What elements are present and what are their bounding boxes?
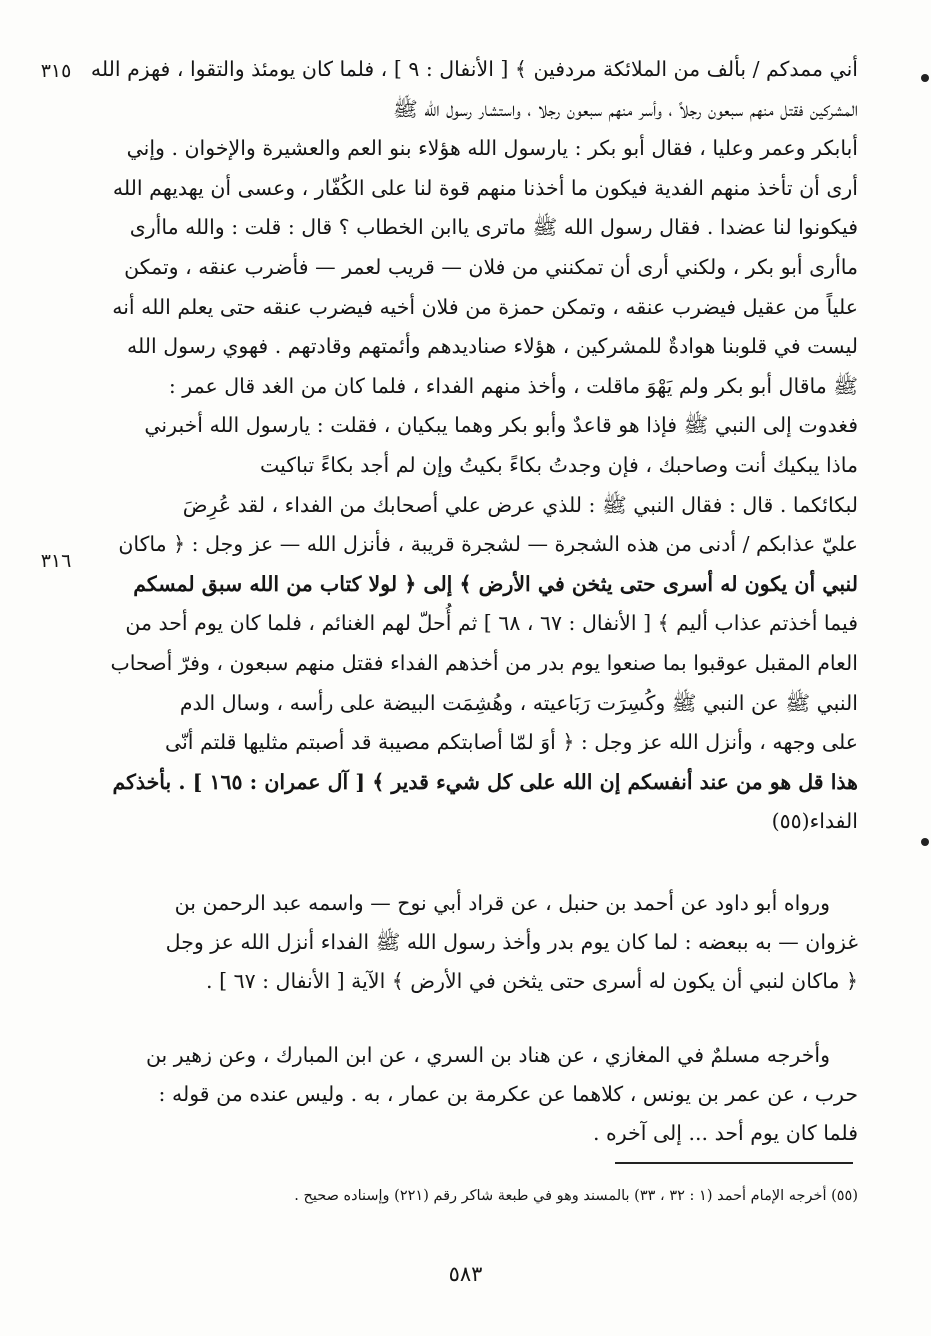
text-line: ورواه أبو داود عن أحمد بن حنبل ، عن قراد أبي نوح — واسمه عبد الرحمن بن: [174, 891, 830, 915]
text-line: أني ممدكم / بألف من الملائكة مردفين ﴾ [ الأنفال : ٩ ] ، فلما كان يومئذ والتقوا ، فهزم الله: [90, 57, 858, 81]
text-line: على وجهه ، وأنزل الله عز وجل : ﴿ أوَ لمّا أصابتكم مصيبة قد أصبتم مثليها قلتم أنّى: [165, 730, 858, 755]
text-line: أبابكر وعمر وعليا ، فقال أبو بكر : يارسول الله هؤلاء بنو العم والعشيرة والإخوان . وإني: [126, 136, 858, 161]
text-line: المشركين فقتل منهم سبعون رجلاً ، وأسر منهم سبعون رجلا ، واستشار رسول الله ﷺ: [393, 96, 858, 121]
footnote-separator: [615, 1162, 853, 1164]
paragraph-abu-dawud: [88, 884, 858, 1001]
text-line: فغدوت إلى النبي ﷺ فإذا هو قاعدٌ وأبو بكر وهما يبكيان ، فقلت : يارسول الله أخبرني: [144, 413, 858, 438]
text-line: أرى أن تأخذ منهم الفدية فيكون ما أخذنا منهم قوة لنا على الكُفّار ، وعسى أن يهديهم الله: [112, 175, 858, 200]
text-line: ماأرى أبو بكر ، ولكني أرى أن تمكنني من فلان — قريب لعمر — فأضرب عنقه ، وتمكن: [124, 254, 858, 279]
text-line: ليست في قلوبنا هوادةٌ للمشركين ، هؤلاء صناديدهم وأئمتهم وقادتهم . فهوي رسول الله: [127, 334, 858, 359]
text-line: الفداء(٥٥): [771, 809, 858, 834]
text-line: النبي ﷺ عن النبي ﷺ وكُسِرَت رَبَاعيته ، وهُشِمَت البيضة على رأسه ، وسال الدم: [179, 690, 858, 715]
text-line: وأخرجه مسلمٌ في المغازي ، عن هناد بن السري ، عن ابن المبارك ، وعن زهير بن: [145, 1043, 830, 1067]
text-line: لنبي أن يكون له أسرى حتى يثخن في الأرض ﴾ إلى ﴿ لولا كتاب من الله سبق لمسكم: [133, 571, 858, 596]
scan-mark-dot: [921, 74, 929, 82]
scan-mark-dot: [921, 838, 929, 846]
margin-number: ٣١٥: [40, 60, 72, 82]
text-line: فلما كان يوم أحد ... إلى آخره .: [593, 1121, 858, 1145]
footnote: (٥٥) أخرجه الإمام أحمد (١ : ٣٢ ، ٣٣) بالمسند وهو في طبعة شاكر رقم (٢٢١) وإسناده صحيح .: [294, 1188, 858, 1204]
text-line: ﴿ ماكان لنبي أن يكون له أسرى حتى يثخن في الأرض ﴾ الآية [ الأنفال : ٦٧ ] .: [206, 969, 858, 993]
text-line: فيكونوا لنا عضدا . فقال رسول الله ﷺ ماترى ياابن الخطاب ؟ قال : قلت : والله ماأرى: [129, 215, 858, 240]
text-line: ﷺ ماقال أبو بكر ولم يَهْوَ ماقلت ، وأخذ منهم الفداء ، فلما كان من الغد قال عمر :: [168, 373, 858, 398]
text-line: عليّ عذابكم / أدنى من هذه الشجرة — لشجرة قريبة ، فأنزل الله — عز وجل : ﴿ ماكان: [118, 532, 858, 557]
text-line: علياً من عقيل فيضرب عنقه ، وتمكن حمزة من فلان أخيه فيضرب عنقه حتى يعلم الله أنه: [112, 294, 858, 319]
paragraph-muslim: [88, 1036, 858, 1153]
main-text-block: [88, 50, 858, 842]
text-line: ماذا يبكيك أنت وصاحبك ، فإن وجدتُ بكاءً بكيتُ وإن لم أجد بكاءً تباكيت: [259, 452, 858, 477]
page-number: ٥٨٣: [448, 1262, 483, 1286]
text-line: فيما أخذتم عذاب أليم ﴾ [ الأنفال : ٦٧ ، ٦٨ ] ثم أُحلّ لهم الغنائم ، فلما كان يوم أحد من: [125, 611, 858, 636]
text-line: لبكائكما . قال : فقال النبي ﷺ : للذي عرض علي أصحابك من الفداء ، لقد عُرِضَ: [182, 492, 858, 517]
margin-number: ٣١٦: [40, 550, 72, 572]
text-line: حرب ، عن عمر بن يونس ، كلاهما عن عكرمة بن عمار ، به . وليس عنده من قوله :: [158, 1082, 858, 1106]
text-line: هذا قل هو من عند أنفسكم إن الله على كل شيء قدير ﴾ [ آل عمران : ١٦٥ ] . بأخذكم: [112, 769, 858, 794]
text-line: العام المقبل عوقبوا بما صنعوا يوم بدر من أخذهم الفداء فقتل منهم سبعون ، وفرّ أصحاب: [110, 650, 858, 675]
text-line: غزوان — به ببعضه : لما كان يوم بدر وأخذ رسول الله ﷺ الفداء أنزل الله عز وجل: [165, 930, 858, 954]
